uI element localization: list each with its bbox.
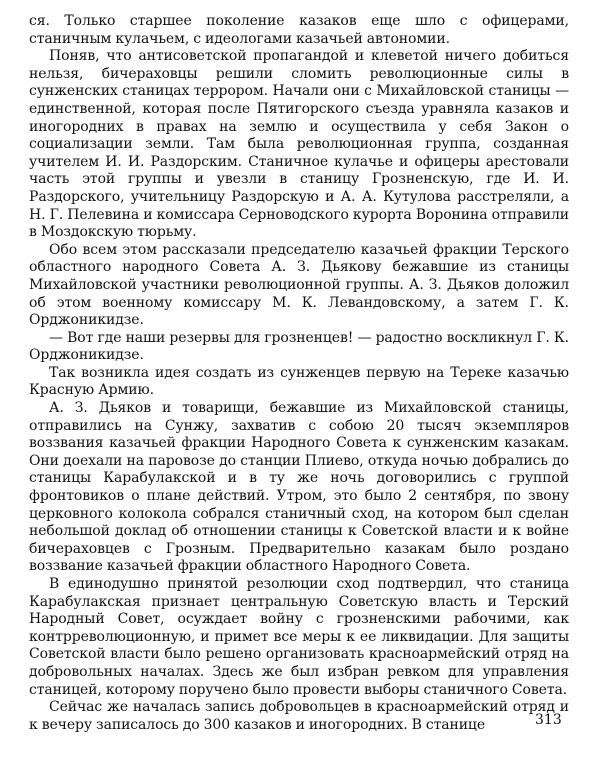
paragraph: Поняв, что антисоветской пропагандой и клеветой ничего добиться нельзя, бичераховцы решили сломить революционные силы в сунженских станицах террором. Начали они с Михайловской станицы — единственной, которая после Пятигорского съезда уравняла казаков и иногородних в правах на землю и осуществила у себя Закон о социализации земли. Там была революционная группа, созданная учителем И. И. Раздорским. Станичное кулачье и офицеры арестовали часть этой группы и увезли в станицу Грозненскую, где И. И. Раздорского, учительницу Раздорскую и А. А. Кутулова расстреляли, а Н. Г. Пелевина и комиссара Серноводского курорта Воронина отправили в Моздокскую тюрьму. [29,48,569,241]
paragraph: В единодушно принятой резолюции сход подтвердил, что станица Карабулакская признает центральную Советскую власть и Терский Народный Совет, осуждает войну с грозненскими рабочими, как контрреволюционную, и примет все меры к ее ликвидации. Для защиты Советской власти было решено организовать красноармейский отряд на добровольных началах. Здесь же был избран ревком для управления станицей, которому поручено было провести выборы станичного Совета. [29,576,569,698]
paragraph: ся. Только старшее поколение казаков еще шло с офицерами, станичным кулачьем, с идеологами казачьей автономии. [29,13,569,47]
paragraph: А. З. Дьяков и товарищи, бежавшие из Михайловской станицы, отправились на Сунжу, захватив с собою 20 тысяч экземпляров воззвания казачьей фракции Народного Совета к сунженским казакам. Они доехали на паровозе до станции Плиево, откуда ночью добрались до станицы Карабулакской и в ту же ночь договорились с группой фронтовиков о плане действий. Утром, это было 2 сентября, по звону церковного колокола собрался станичный сход, на котором был сделан небольшой доклад об отношении станицы к Советской власти и к войне бичераховцев с Грозным. Предварительно казакам было роздано воззвание казачьей фракции областного Народного Совета. [29,400,569,575]
page-body [29,13,569,734]
paragraph: Обо всем этом рассказали председателю казачьей фракции Терского областного народного Совета А. З. Дьякову бежавшие из станицы Михайловской участники революционной группы. А. З. Дьяков доложил об этом военному комиссару М. К. Левандовскому, а затем Г. К. Орджоникидзе. [29,241,569,329]
page-number: 313 [535,712,562,728]
paragraph: Так возникла идея создать из сунженцев первую на Тереке казачью Красную Армию. [29,364,569,399]
paragraph: — Вот где наши резервы для грозненцев! — радостно воскликнул Г. К. Орджоникидзе. [29,329,569,364]
paragraph: Сейчас же началась запись добровольцев в красноармейский отряд и к вечеру записалось до 300 казаков и иногородних. В станице [29,699,569,733]
